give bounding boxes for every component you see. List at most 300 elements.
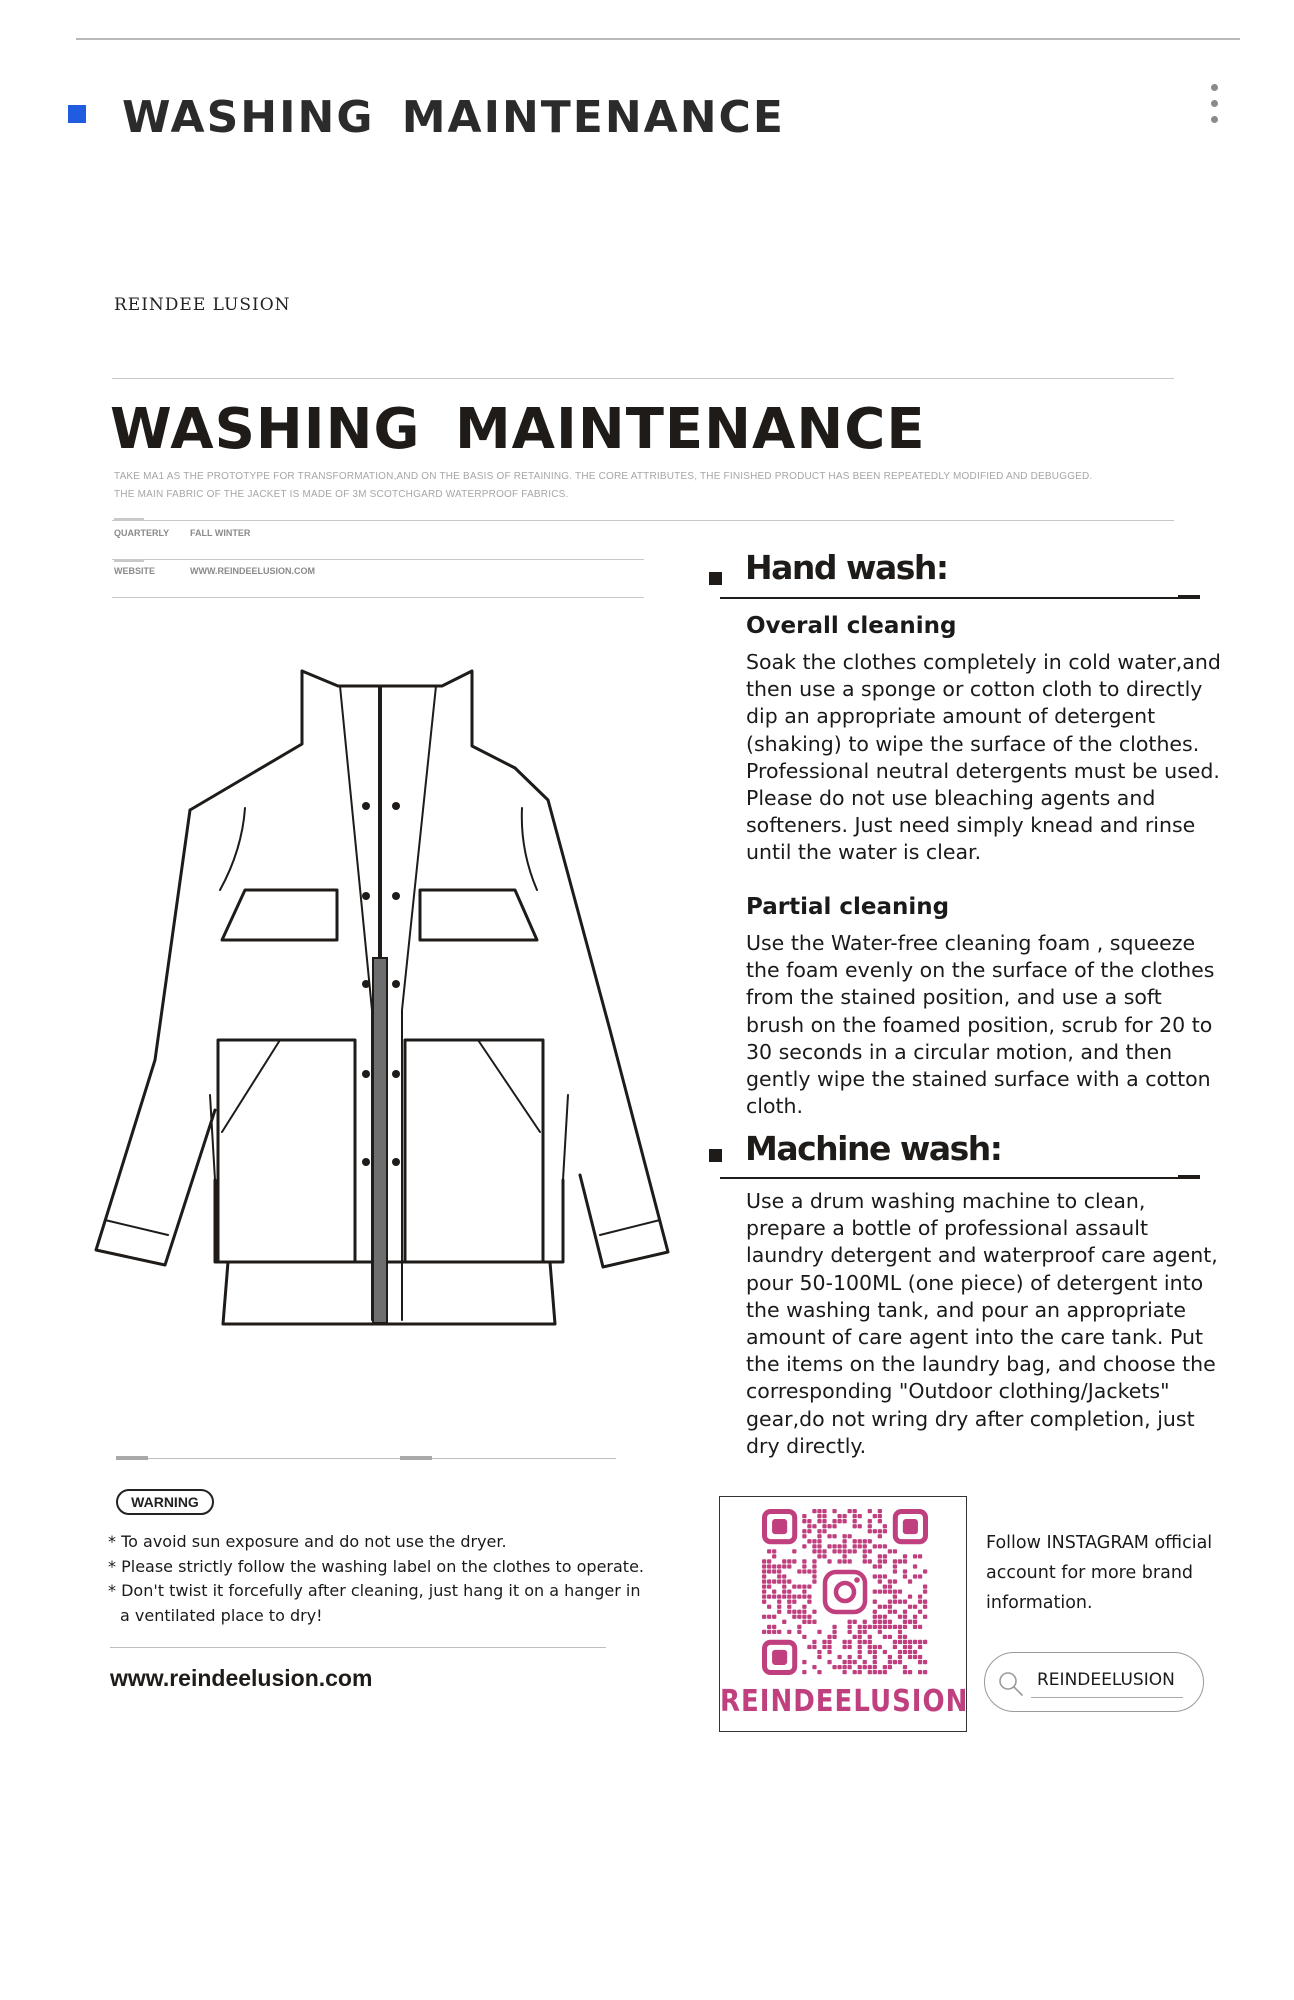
qr-module xyxy=(832,1519,836,1523)
divider xyxy=(112,520,1174,521)
qr-module xyxy=(903,1574,907,1578)
divider xyxy=(112,597,644,598)
qr-module xyxy=(853,1549,857,1553)
qr-module xyxy=(812,1539,816,1543)
qr-module xyxy=(837,1519,841,1523)
section-bullet xyxy=(709,1149,722,1162)
qr-module xyxy=(782,1564,786,1568)
qr-module xyxy=(873,1655,877,1659)
qr-module xyxy=(888,1584,892,1588)
qr-module xyxy=(822,1640,826,1644)
qr-module xyxy=(802,1615,806,1619)
qr-module xyxy=(767,1615,771,1619)
qr-module xyxy=(903,1610,907,1614)
qr-module xyxy=(782,1620,786,1624)
qr-module xyxy=(863,1665,867,1669)
qr-module xyxy=(883,1670,887,1674)
qr-module xyxy=(787,1589,791,1593)
qr-module xyxy=(807,1519,811,1523)
qr-module xyxy=(837,1514,841,1518)
qr-module xyxy=(848,1640,852,1644)
qr-module xyxy=(827,1635,831,1639)
qr-module xyxy=(832,1635,836,1639)
page-title: WASHING MAINTENANCE xyxy=(122,92,785,143)
qr-module xyxy=(893,1569,897,1573)
description-line-2: THE MAIN FABRIC OF THE JACKET IS MADE OF 3M SCOTCHGARD WATERPROOF FABRICS. xyxy=(114,489,569,500)
qr-module xyxy=(903,1645,907,1649)
qr-module xyxy=(858,1640,862,1644)
qr-module xyxy=(888,1579,892,1583)
jacket-illustration xyxy=(90,660,680,1340)
qr-module xyxy=(842,1544,846,1548)
qr-module xyxy=(822,1549,826,1553)
qr-module xyxy=(888,1589,892,1593)
qr-module xyxy=(837,1549,841,1553)
divider-tick xyxy=(400,1456,432,1460)
more-options-icon[interactable] xyxy=(1206,84,1222,140)
qr-module xyxy=(767,1584,771,1588)
qr-module xyxy=(787,1630,791,1634)
qr-module xyxy=(812,1544,816,1548)
qr-module xyxy=(772,1569,776,1573)
qr-module xyxy=(878,1620,882,1624)
qr-module xyxy=(837,1559,841,1563)
qr-module xyxy=(873,1544,877,1548)
qr-module xyxy=(832,1665,836,1669)
qr-module xyxy=(772,1630,776,1634)
qr-module xyxy=(812,1569,816,1573)
qr-module xyxy=(842,1534,846,1538)
qr-module xyxy=(883,1584,887,1588)
qr-module xyxy=(873,1665,877,1669)
warning-item: * Please strictly follow the washing label on the clothes to operate. xyxy=(108,1555,648,1580)
overall-cleaning-title: Overall cleaning xyxy=(746,613,957,639)
qr-module xyxy=(903,1625,907,1629)
qr-module xyxy=(817,1534,821,1538)
meta-label-website: WEBSITE xyxy=(114,566,156,576)
qr-module xyxy=(842,1554,846,1558)
qr-module xyxy=(878,1559,882,1563)
qr-module xyxy=(797,1630,801,1634)
qr-module xyxy=(812,1665,816,1669)
qr-module xyxy=(888,1665,892,1669)
qr-module xyxy=(878,1509,882,1513)
qr-module xyxy=(868,1559,872,1563)
qr-module xyxy=(918,1610,922,1614)
qr-module xyxy=(873,1660,877,1664)
qr-module xyxy=(762,1589,766,1593)
qr-module xyxy=(863,1625,867,1629)
qr-module xyxy=(767,1559,771,1563)
search-value: REINDEELUSION xyxy=(1037,1670,1175,1690)
qr-module xyxy=(878,1645,882,1649)
overall-cleaning-text: Soak the clothes completely in cold water,and then use a sponge or cotton cloth to directly dip an appropriate amount of detergent (shaking) to wipe the surface of the clothes. Professional neutral detergents must be used. Please do not use bleaching agents and softeners. Just need simply knead and rinse until the water is clear. xyxy=(746,650,1221,865)
qr-module xyxy=(777,1610,781,1614)
qr-module xyxy=(827,1650,831,1654)
qr-module xyxy=(807,1600,811,1604)
qr-module xyxy=(777,1595,781,1599)
qr-module xyxy=(908,1640,912,1644)
qr-module xyxy=(883,1620,887,1624)
qr-module xyxy=(873,1620,877,1624)
qr-module xyxy=(817,1544,821,1548)
qr-module xyxy=(842,1665,846,1669)
right-lower-pocket xyxy=(405,1040,543,1262)
qr-module xyxy=(883,1635,887,1639)
qr-module xyxy=(913,1640,917,1644)
qr-module xyxy=(898,1559,902,1563)
qr-module xyxy=(878,1554,882,1558)
qr-module xyxy=(898,1640,902,1644)
qr-module xyxy=(868,1665,872,1669)
qr-module xyxy=(853,1635,857,1639)
qr-module xyxy=(848,1625,852,1629)
section-underline xyxy=(720,1177,1198,1179)
qr-module xyxy=(797,1584,801,1588)
qr-module xyxy=(868,1509,872,1513)
meta-label-quarterly: QUARTERLY xyxy=(114,528,170,538)
qr-module xyxy=(817,1509,821,1513)
qr-module xyxy=(772,1549,776,1553)
qr-module xyxy=(903,1665,907,1669)
qr-module xyxy=(827,1660,831,1664)
qr-module xyxy=(853,1519,857,1523)
qr-module xyxy=(893,1610,897,1614)
qr-module xyxy=(807,1569,811,1573)
qr-module xyxy=(888,1620,892,1624)
qr-module xyxy=(842,1549,846,1553)
qr-module xyxy=(853,1544,857,1548)
qr-module xyxy=(918,1660,922,1664)
qr-module xyxy=(792,1584,796,1588)
qr-module xyxy=(913,1650,917,1654)
qr-module xyxy=(848,1655,852,1659)
qr-module xyxy=(863,1554,867,1558)
qr-module xyxy=(827,1524,831,1528)
section-bullet xyxy=(709,572,722,585)
qr-module xyxy=(762,1595,766,1599)
qr-module xyxy=(863,1630,867,1634)
qr-module xyxy=(817,1554,821,1558)
qr-module xyxy=(873,1564,877,1568)
qr-module xyxy=(812,1574,816,1578)
qr-module xyxy=(878,1574,882,1578)
qr-module xyxy=(883,1544,887,1548)
qr-module xyxy=(817,1549,821,1553)
qr-module xyxy=(837,1655,841,1659)
instagram-qr-card[interactable] xyxy=(719,1496,967,1732)
qr-module xyxy=(893,1645,897,1649)
qr-module xyxy=(888,1549,892,1553)
qr-module xyxy=(827,1559,831,1563)
qr-module xyxy=(853,1660,857,1664)
qr-module xyxy=(792,1559,796,1563)
warning-badge: WARNING xyxy=(116,1489,214,1515)
qr-module xyxy=(903,1615,907,1619)
qr-module xyxy=(822,1519,826,1523)
qr-module xyxy=(797,1569,801,1573)
qr-module xyxy=(883,1524,887,1528)
qr-module xyxy=(817,1539,821,1543)
qr-module xyxy=(802,1564,806,1568)
qr-module xyxy=(868,1645,872,1649)
qr-module xyxy=(827,1534,831,1538)
qr-module xyxy=(832,1549,836,1553)
qr-module xyxy=(878,1605,882,1609)
zipper xyxy=(373,958,387,1323)
meta-value-quarterly: FALL WINTER xyxy=(190,528,251,538)
qr-module xyxy=(848,1630,852,1634)
qr-module xyxy=(898,1635,902,1639)
qr-module xyxy=(878,1534,882,1538)
qr-module xyxy=(782,1584,786,1588)
qr-module xyxy=(863,1559,867,1563)
qr-module xyxy=(822,1524,826,1528)
qr-module xyxy=(893,1640,897,1644)
qr-module xyxy=(848,1534,852,1538)
qr-module xyxy=(873,1615,877,1619)
qr-module xyxy=(923,1640,927,1644)
qr-module xyxy=(903,1635,907,1639)
qr-module xyxy=(918,1595,922,1599)
qr-module xyxy=(858,1544,862,1548)
qr-module xyxy=(848,1549,852,1553)
qr-module xyxy=(853,1620,857,1624)
qr-module xyxy=(908,1650,912,1654)
qr-module xyxy=(918,1600,922,1604)
qr-module xyxy=(878,1544,882,1548)
qr-module xyxy=(878,1519,882,1523)
qr-module xyxy=(782,1595,786,1599)
qr-module xyxy=(923,1660,927,1664)
instagram-search-box[interactable] xyxy=(984,1652,1204,1712)
qr-module xyxy=(863,1539,867,1543)
qr-module xyxy=(848,1620,852,1624)
qr-module xyxy=(772,1595,776,1599)
qr-module xyxy=(827,1640,831,1644)
qr-module xyxy=(787,1559,791,1563)
qr-module xyxy=(893,1589,897,1593)
qr-module xyxy=(832,1630,836,1634)
qr-module xyxy=(893,1564,897,1568)
qr-module xyxy=(832,1509,836,1513)
qr-module xyxy=(903,1650,907,1654)
qr-module xyxy=(853,1539,857,1543)
qr-module xyxy=(898,1655,902,1659)
qr-module xyxy=(893,1625,897,1629)
qr-module xyxy=(883,1650,887,1654)
qr-module xyxy=(913,1620,917,1624)
website-link[interactable]: www.reindeelusion.com xyxy=(110,1665,373,1691)
qr-code xyxy=(762,1509,928,1675)
qr-module xyxy=(923,1600,927,1604)
qr-module xyxy=(812,1620,816,1624)
qr-module xyxy=(767,1595,771,1599)
qr-module xyxy=(893,1595,897,1599)
qr-module xyxy=(802,1605,806,1609)
qr-module xyxy=(873,1625,877,1629)
qr-module xyxy=(918,1670,922,1674)
collar-outline xyxy=(302,671,515,768)
qr-module xyxy=(908,1670,912,1674)
qr-module xyxy=(812,1610,816,1614)
qr-module xyxy=(888,1610,892,1614)
qr-module xyxy=(878,1630,882,1634)
partial-cleaning-title: Partial cleaning xyxy=(746,894,950,920)
collar-left-shoulder xyxy=(190,671,302,810)
qr-module xyxy=(903,1569,907,1573)
qr-module xyxy=(772,1579,776,1583)
qr-module xyxy=(908,1645,912,1649)
description-line-1: TAKE MA1 AS THE PROTOTYPE FOR TRANSFORMATION,AND ON THE BASIS OF RETAINING. THE CORE ATTRIBUTES, THE FINISHED PRODUCT HAS BEEN REPEATEDLY MODIFIED AND DEBUGGED. xyxy=(114,471,1093,482)
qr-module xyxy=(832,1524,836,1528)
qr-module xyxy=(853,1524,857,1528)
qr-module xyxy=(827,1544,831,1548)
qr-module xyxy=(858,1635,862,1639)
instagram-icon xyxy=(825,1572,865,1612)
qr-module xyxy=(767,1605,771,1609)
meta-tick xyxy=(114,559,144,562)
qr-module xyxy=(893,1660,897,1664)
qr-module xyxy=(812,1559,816,1563)
qr-module xyxy=(762,1574,766,1578)
qr-module xyxy=(863,1640,867,1644)
qr-module xyxy=(802,1529,806,1533)
partial-cleaning-text: Use the Water-free cleaning foam , squeeze the foam evenly on the surface of the clothes from the stained position, and use a soft brush on the foamed position, scrub for 20 to 30 seconds in a circular motion, and then gently wipe the stained surface with a cotton cloth. xyxy=(746,931,1215,1119)
qr-module xyxy=(787,1595,791,1599)
qr-module xyxy=(898,1615,902,1619)
qr-module xyxy=(817,1650,821,1654)
qr-module xyxy=(868,1529,872,1533)
qr-module xyxy=(797,1610,801,1614)
qr-module xyxy=(858,1670,862,1674)
qr-module xyxy=(908,1655,912,1659)
divider xyxy=(112,559,644,560)
warning-list xyxy=(108,1530,648,1628)
qr-module xyxy=(777,1605,781,1609)
qr-module xyxy=(923,1605,927,1609)
qr-module xyxy=(812,1524,816,1528)
qr-module xyxy=(837,1544,841,1548)
qr-module xyxy=(888,1605,892,1609)
qr-module xyxy=(858,1524,862,1528)
qr-module xyxy=(858,1539,862,1543)
qr-module xyxy=(827,1645,831,1649)
qr-module xyxy=(822,1645,826,1649)
qr-module xyxy=(802,1534,806,1538)
instagram-icon-dot xyxy=(854,1577,860,1583)
right-chest-pocket xyxy=(420,890,537,940)
qr-module xyxy=(787,1610,791,1614)
section-underline-end xyxy=(1178,1175,1200,1179)
qr-module xyxy=(802,1544,806,1548)
qr-module xyxy=(858,1665,862,1669)
qr-module xyxy=(842,1514,846,1518)
qr-module xyxy=(888,1655,892,1659)
section-underline-end xyxy=(1178,595,1200,599)
machine-wash-heading: Machine wash: xyxy=(745,1129,1002,1168)
hand-wash-heading: Hand wash: xyxy=(745,548,948,587)
qr-module xyxy=(873,1670,877,1674)
qr-brand-label: REINDEELUSION xyxy=(720,1684,969,1720)
meta-value-website: WWW.REINDEELUSION.COM xyxy=(190,566,315,576)
qr-module xyxy=(903,1559,907,1563)
qr-module xyxy=(832,1625,836,1629)
qr-module xyxy=(767,1549,771,1553)
left-chest-pocket xyxy=(222,890,337,940)
qr-module xyxy=(807,1584,811,1588)
qr-module xyxy=(817,1630,821,1634)
qr-module xyxy=(873,1574,877,1578)
qr-module xyxy=(878,1615,882,1619)
qr-module xyxy=(802,1519,806,1523)
qr-module xyxy=(767,1630,771,1634)
qr-module xyxy=(903,1600,907,1604)
qr-module xyxy=(822,1554,826,1558)
qr-module xyxy=(848,1559,852,1563)
qr-module xyxy=(858,1650,862,1654)
qr-module xyxy=(858,1645,862,1649)
warning-item: * Don't twist it forcefully after cleaning, just hang it on a hanger in a ventilated place to dry! xyxy=(108,1579,648,1628)
qr-module xyxy=(787,1600,791,1604)
qr-module xyxy=(842,1645,846,1649)
qr-module xyxy=(762,1559,766,1563)
qr-module xyxy=(908,1620,912,1624)
qr-module xyxy=(918,1655,922,1659)
qr-module xyxy=(807,1539,811,1543)
qr-module xyxy=(918,1625,922,1629)
qr-module xyxy=(883,1529,887,1533)
follow-instagram-text: Follow INSTAGRAM official account for more brand information. xyxy=(986,1533,1213,1613)
brand-name: REINDEE LUSION xyxy=(114,295,291,315)
qr-module xyxy=(842,1640,846,1644)
qr-module xyxy=(842,1539,846,1543)
divider xyxy=(112,378,1174,379)
qr-module xyxy=(908,1579,912,1583)
qr-module xyxy=(918,1574,922,1578)
qr-module xyxy=(777,1574,781,1578)
qr-module xyxy=(868,1539,872,1543)
qr-module xyxy=(863,1549,867,1553)
qr-module xyxy=(842,1559,846,1563)
qr-module xyxy=(802,1589,806,1593)
qr-module xyxy=(853,1509,857,1513)
divider xyxy=(116,1458,616,1459)
qr-module xyxy=(918,1645,922,1649)
qr-module xyxy=(878,1514,882,1518)
qr-module xyxy=(842,1670,846,1674)
qr-module xyxy=(802,1514,806,1518)
left-sleeve xyxy=(96,810,215,1265)
qr-module xyxy=(893,1549,897,1553)
qr-module xyxy=(873,1650,877,1654)
qr-module xyxy=(807,1620,811,1624)
qr-module xyxy=(762,1579,766,1583)
qr-module xyxy=(767,1569,771,1573)
qr-module xyxy=(878,1589,882,1593)
qr-module xyxy=(762,1569,766,1573)
qr-module xyxy=(873,1589,877,1593)
qr-module xyxy=(797,1595,801,1599)
qr-module xyxy=(923,1589,927,1593)
qr-module xyxy=(777,1569,781,1573)
qr-module xyxy=(817,1670,821,1674)
qr-module xyxy=(863,1620,867,1624)
qr-module xyxy=(802,1569,806,1573)
qr-module xyxy=(782,1579,786,1583)
qr-module xyxy=(903,1554,907,1558)
qr-module xyxy=(873,1600,877,1604)
